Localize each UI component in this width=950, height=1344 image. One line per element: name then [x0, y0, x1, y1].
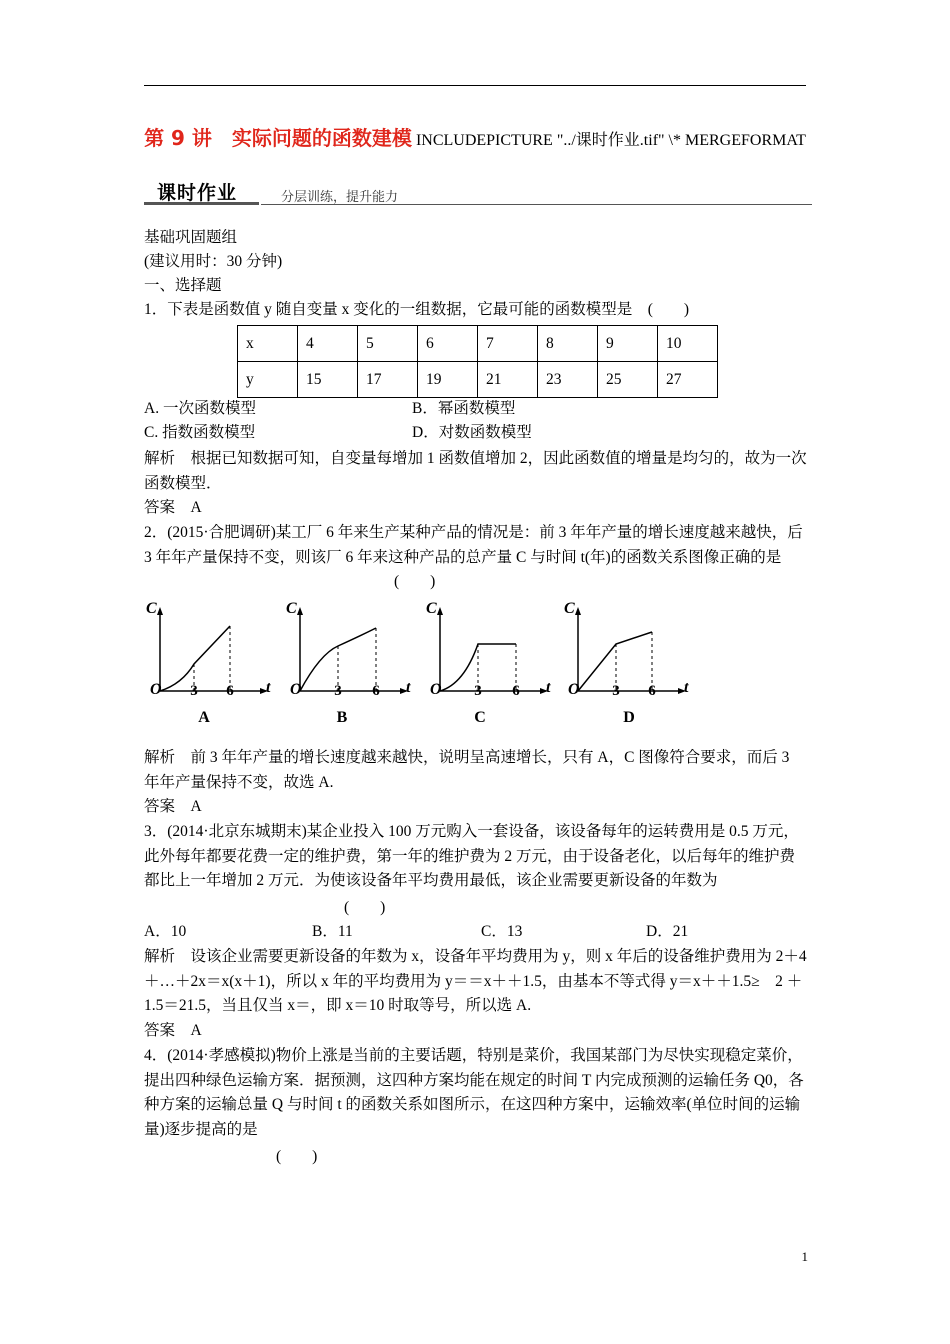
table-cell: 10 — [658, 326, 718, 362]
page-title — [144, 126, 806, 153]
graph-d — [575, 607, 686, 694]
group-heading: 基础巩固题组 — [144, 229, 238, 246]
table-cell: 15 — [298, 362, 358, 398]
q1-option-d: D．对数函数模型 — [412, 424, 532, 441]
graph-d-y-label: C — [564, 600, 575, 617]
q1-stem: 1．下表是函数值 y 随自变量 x 变化的一组数据，它最可能的函数模型是 ( ) — [144, 301, 690, 318]
graph-c — [437, 607, 548, 694]
q1-options — [144, 397, 808, 447]
graph-c-origin: O — [430, 681, 442, 698]
graph-c-tick-6: 6 — [512, 683, 520, 699]
q4-stem: 4．(2014·孝感模拟)物价上涨是当前的主要话题，特别是菜价，我国某部门为尽快实现稳定菜价，提出四种绿色运输方案．据预测，这四种方案均能在规定的时间 T 内完成预测的运输任务 Q0，各种方案的运输总量 Q 与时间 t 的函数关系如图所示，在这四种方案中，运输效率(单位时间的运输量)逐步提高的是 — [144, 1047, 804, 1138]
time-hint: (建议用时：30 分钟) — [144, 253, 283, 270]
graph-b-origin: O — [290, 681, 302, 698]
q3-analysis: 解析 设该企业需要更新设备的年数为 x，设备年平均费用为 y，则 x 年后的设备维护费用为 2＋4＋…＋2x＝x(x＋1)，所以 x 年的平均费用为 y＝＝x＋＋1.5，由基本不等式得 y＝x＋＋1.5≥ 2 ＋1.5＝21.5，当且仅当 x＝，即 x＝10 时取等号，所以选 A. — [144, 948, 807, 1014]
table-cell: 19 — [418, 362, 478, 398]
q3-answer: 答案 A — [144, 1022, 202, 1039]
table-row — [238, 326, 718, 362]
table-cell: 5 — [358, 326, 418, 362]
lesson-title: 第 9 讲 实际问题的函数建模 — [144, 126, 412, 150]
table-cell: 4 — [298, 326, 358, 362]
graph-d-x-label: t — [684, 679, 689, 696]
banner-tag-underline — [144, 202, 259, 205]
q3-stem: 3．(2014·北京东城期末)某企业投入 100 万元购入一套设备，该设备每年的运转费用是 0.5 万元，此外每年都要花费一定的维护费，第一年的维护费为 2 万元，由于设备老化，以后每年的维护费都比上一年增加 2 万元．为使该设备年平均费用最低，该企业需要更新设备的年数为 — [144, 823, 799, 889]
graph-a-curve — [160, 626, 230, 691]
q2-bracket: ( ) — [394, 573, 436, 590]
graph-captions — [198, 709, 635, 726]
q2-stem-text: 2．(2015·合肥调研)某工厂 6 年来生产某种产品的情况是：前 3 年年产量的增长速度越来越快，后 3 年年产量保持不变，则该厂 6 年来这种产品的总产量 C 与时间 t(年)的函数关系图像正确的是 — [144, 524, 803, 566]
graph-b-y-label: C — [286, 600, 297, 617]
graph-d-origin: O — [568, 681, 580, 698]
q3-option-a: A．10 — [144, 923, 187, 940]
q2-graphs — [140, 596, 700, 736]
graph-b — [297, 607, 408, 694]
graph-d-tick-3: 3 — [612, 683, 620, 699]
page-number: 1 — [801, 1249, 808, 1264]
table-cell: 17 — [358, 362, 418, 398]
graph-b-tick-6: 6 — [372, 683, 380, 699]
graph-c-caption: C — [474, 709, 486, 726]
graph-b-tick-3: 3 — [334, 683, 342, 699]
graph-a-tick-3: 3 — [190, 683, 198, 699]
table-cell: 25 — [598, 362, 658, 398]
banner-subtitle: 分层训练，提升能力 — [281, 190, 399, 205]
table-cell: 8 — [538, 326, 598, 362]
table-cell: 27 — [658, 362, 718, 398]
q3-option-d: D．21 — [646, 923, 689, 940]
graph-a-caption: A — [198, 709, 210, 726]
table-cell: x — [238, 326, 298, 362]
table-cell: y — [238, 362, 298, 398]
q4-bracket: ( ) — [276, 1148, 318, 1165]
graph-d-caption: D — [623, 709, 635, 726]
q1-option-c: C. 指数函数模型 — [144, 424, 256, 441]
q1-option-a: A. 一次函数模型 — [144, 400, 256, 417]
graph-a-tick-6: 6 — [226, 683, 234, 699]
section-heading: 一、选择题 — [144, 277, 222, 294]
graph-a-y-label: C — [146, 600, 157, 617]
table-row — [238, 362, 718, 398]
q2-stem — [144, 521, 808, 595]
q3-options — [144, 920, 808, 946]
graph-c-x-label: t — [546, 679, 551, 696]
q3-option-c: C．13 — [481, 923, 523, 940]
q3-bracket: ( ) — [344, 899, 386, 916]
header-rule — [144, 85, 806, 86]
banner-tag: 课时作业 — [157, 182, 238, 204]
graph-a-origin: O — [150, 681, 162, 698]
banner-rule — [261, 204, 812, 205]
q2-answer: 答案 A — [144, 798, 202, 815]
graph-a — [157, 607, 268, 694]
graph-b-x-label: t — [406, 679, 411, 696]
q1-option-b: B．幂函数模型 — [412, 400, 516, 417]
homework-banner — [144, 178, 812, 208]
field-code: INCLUDEPICTURE "../课时作业.tif" \* MERGEFORMAT — [415, 132, 806, 149]
table-cell: 7 — [478, 326, 538, 362]
graph-b-caption: B — [336, 709, 348, 726]
table-cell: 23 — [538, 362, 598, 398]
graph-c-tick-3: 3 — [474, 683, 482, 699]
q1-answer: 答案 A — [144, 499, 202, 516]
table-cell: 9 — [598, 326, 658, 362]
q1-table — [237, 325, 718, 398]
graph-a-x-label: t — [266, 679, 271, 696]
q1-analysis: 解析 根据已知数据可知，自变量每增加 1 函数值增加 2，因此函数值的增量是均匀的，故为一次函数模型． — [144, 450, 807, 492]
table-cell: 21 — [478, 362, 538, 398]
table-cell: 6 — [418, 326, 478, 362]
q3-option-b: B．11 — [312, 923, 353, 940]
graph-c-y-label: C — [426, 600, 437, 617]
graph-d-tick-6: 6 — [648, 683, 656, 699]
q2-analysis: 解析 前 3 年年产量的增长速度越来越快，说明呈高速增长，只有 A，C 图像符合要求，而后 3 年年产量保持不变，故选 A. — [144, 749, 790, 791]
